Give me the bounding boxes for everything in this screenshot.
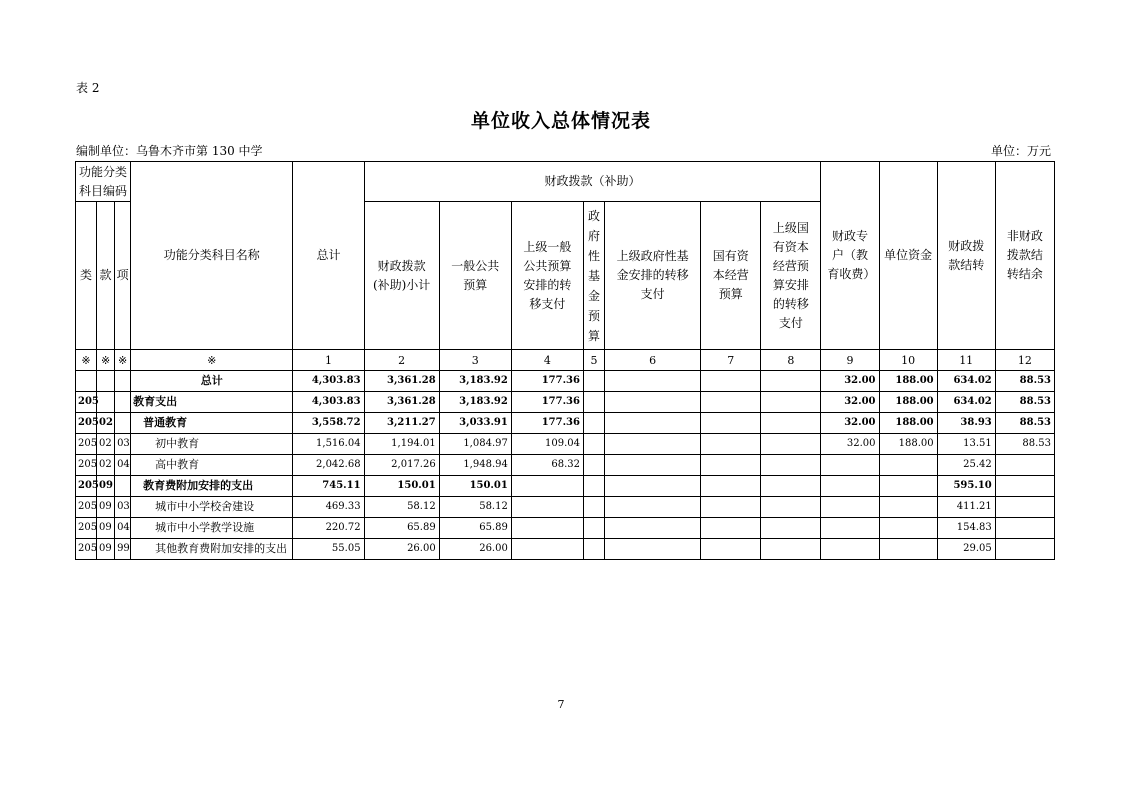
value-cell <box>701 539 761 560</box>
xiang-code-cell <box>115 392 131 413</box>
value-cell: 13.51 <box>937 434 995 455</box>
value-cell <box>701 455 761 476</box>
value-cell: 634.02 <box>937 371 995 392</box>
value-cell: 58.12 <box>439 497 511 518</box>
func-name-cell: 总计 <box>131 371 293 392</box>
value-cell <box>583 392 604 413</box>
value-cell <box>605 434 701 455</box>
value-cell: 25.42 <box>937 455 995 476</box>
value-cell <box>821 539 879 560</box>
value-cell: 65.89 <box>439 518 511 539</box>
index-cell: 12 <box>995 350 1054 371</box>
value-cell: 3,558.72 <box>293 413 364 434</box>
header-kuan: 款 <box>97 202 115 350</box>
lei-code-cell: 205 <box>76 413 97 434</box>
header-lei: 类 <box>76 202 97 350</box>
header-unit-funds: 单位资金 <box>879 162 937 350</box>
value-cell: 109.04 <box>511 434 583 455</box>
xiang-code-cell: 99 <box>115 539 131 560</box>
value-cell <box>701 476 761 497</box>
value-cell: 188.00 <box>879 413 937 434</box>
table-header <box>76 162 1055 371</box>
value-cell: 595.10 <box>937 476 995 497</box>
value-cell: 2,017.26 <box>364 455 439 476</box>
index-cell: 3 <box>439 350 511 371</box>
value-cell <box>995 539 1054 560</box>
func-name-cell: 其他教育费附加安排的支出 <box>131 539 293 560</box>
value-cell: 177.36 <box>511 371 583 392</box>
value-cell: 3,211.27 <box>364 413 439 434</box>
table-label: 表 2 <box>76 81 100 95</box>
value-cell <box>583 371 604 392</box>
value-cell <box>511 539 583 560</box>
value-cell: 745.11 <box>293 476 364 497</box>
value-cell <box>605 497 701 518</box>
header-fiscal-group: 财政拨款（补助） <box>364 162 821 202</box>
table-row <box>76 455 1055 476</box>
table-row <box>76 518 1055 539</box>
value-cell <box>701 518 761 539</box>
header-xiang: 项 <box>115 202 131 350</box>
value-cell <box>511 476 583 497</box>
table-row <box>76 371 1055 392</box>
value-cell: 3,033.91 <box>439 413 511 434</box>
value-cell: 3,361.28 <box>364 392 439 413</box>
value-cell <box>605 413 701 434</box>
value-cell <box>995 476 1054 497</box>
column-index-row <box>76 350 1055 371</box>
lei-code-cell: 205 <box>76 518 97 539</box>
index-cell: 11 <box>937 350 995 371</box>
page-number: 7 <box>557 698 565 711</box>
value-cell: 188.00 <box>879 434 937 455</box>
value-cell <box>701 497 761 518</box>
index-cell: 6 <box>605 350 701 371</box>
func-name-cell: 城市中小学校舍建设 <box>131 497 293 518</box>
value-cell: 1,516.04 <box>293 434 364 455</box>
value-cell: 29.05 <box>937 539 995 560</box>
table-row <box>76 392 1055 413</box>
value-cell <box>821 497 879 518</box>
table-row <box>76 434 1055 455</box>
value-cell: 32.00 <box>821 392 879 413</box>
value-cell <box>583 497 604 518</box>
xiang-code-cell: 04 <box>115 455 131 476</box>
kuan-code-cell: 02 <box>97 413 115 434</box>
kuan-code-cell: 09 <box>97 497 115 518</box>
value-cell <box>761 413 821 434</box>
kuan-code-cell <box>97 371 115 392</box>
lei-code-cell: 205 <box>76 392 97 413</box>
value-cell: 32.00 <box>821 371 879 392</box>
income-table <box>75 161 1055 560</box>
value-cell: 188.00 <box>879 371 937 392</box>
lei-code-cell <box>76 371 97 392</box>
lei-code-cell: 205 <box>76 497 97 518</box>
value-cell: 88.53 <box>995 392 1054 413</box>
index-cell: 2 <box>364 350 439 371</box>
index-cell: ※ <box>76 350 97 371</box>
func-name-cell: 普通教育 <box>131 413 293 434</box>
value-cell: 1,084.97 <box>439 434 511 455</box>
xiang-code-cell <box>115 476 131 497</box>
value-cell <box>583 476 604 497</box>
table-row <box>76 539 1055 560</box>
header-nonfiscal-carryover: 非财政拨款结转结余 <box>995 162 1054 350</box>
func-name-cell: 高中教育 <box>131 455 293 476</box>
index-cell: 9 <box>821 350 879 371</box>
value-cell <box>511 497 583 518</box>
func-name-cell: 初中教育 <box>131 434 293 455</box>
value-cell: 26.00 <box>364 539 439 560</box>
value-cell <box>583 539 604 560</box>
table-row <box>76 413 1055 434</box>
index-cell: ※ <box>115 350 131 371</box>
value-cell <box>761 476 821 497</box>
value-cell: 4,303.83 <box>293 371 364 392</box>
index-cell: ※ <box>131 350 293 371</box>
value-cell <box>761 539 821 560</box>
value-cell <box>761 497 821 518</box>
value-cell: 3,183.92 <box>439 392 511 413</box>
value-cell: 65.89 <box>364 518 439 539</box>
header-func-name: 功能分类科目名称 <box>131 162 293 350</box>
value-cell <box>879 539 937 560</box>
value-cell <box>761 455 821 476</box>
value-cell: 1,194.01 <box>364 434 439 455</box>
value-cell <box>701 371 761 392</box>
money-unit-label: 单位：万元 <box>990 144 1051 158</box>
xiang-code-cell <box>115 371 131 392</box>
value-cell <box>583 518 604 539</box>
index-cell: 7 <box>701 350 761 371</box>
value-cell <box>821 455 879 476</box>
header-state-capital-budget: 国有资本经营预算 <box>701 202 761 350</box>
value-cell: 177.36 <box>511 413 583 434</box>
value-cell: 154.83 <box>937 518 995 539</box>
value-cell <box>701 413 761 434</box>
value-cell <box>701 434 761 455</box>
xiang-code-cell: 03 <box>115 434 131 455</box>
value-cell <box>821 518 879 539</box>
index-cell: 1 <box>293 350 364 371</box>
value-cell <box>879 455 937 476</box>
value-cell: 26.00 <box>439 539 511 560</box>
lei-code-cell: 205 <box>76 434 97 455</box>
value-cell: 411.21 <box>937 497 995 518</box>
func-name-cell: 城市中小学教学设施 <box>131 518 293 539</box>
kuan-code-cell: 09 <box>97 518 115 539</box>
table-row <box>76 476 1055 497</box>
value-cell <box>821 476 879 497</box>
header-special-account: 财政专户（教育收费） <box>821 162 879 350</box>
value-cell: 220.72 <box>293 518 364 539</box>
value-cell: 55.05 <box>293 539 364 560</box>
value-cell <box>761 392 821 413</box>
page-title: 单位收入总体情况表 <box>470 110 651 132</box>
func-name-cell: 教育支出 <box>131 392 293 413</box>
value-cell: 88.53 <box>995 434 1054 455</box>
value-cell: 32.00 <box>821 434 879 455</box>
value-cell: 3,361.28 <box>364 371 439 392</box>
index-cell: 4 <box>511 350 583 371</box>
header-gov-fund-budget: 政府性基金预算 <box>583 202 604 350</box>
value-cell <box>605 371 701 392</box>
func-name-cell: 教育费附加安排的支出 <box>131 476 293 497</box>
value-cell <box>605 476 701 497</box>
table-row <box>76 497 1055 518</box>
value-cell: 88.53 <box>995 413 1054 434</box>
value-cell: 150.01 <box>364 476 439 497</box>
xiang-code-cell: 04 <box>115 518 131 539</box>
header-upper-gov-fund-transfer: 上级政府性基金安排的转移支付 <box>605 202 701 350</box>
value-cell <box>605 392 701 413</box>
kuan-code-cell: 09 <box>97 539 115 560</box>
value-cell <box>761 434 821 455</box>
value-cell: 32.00 <box>821 413 879 434</box>
kuan-code-cell: 02 <box>97 455 115 476</box>
value-cell <box>995 455 1054 476</box>
value-cell <box>583 455 604 476</box>
header-fiscal-carryover: 财政拨款结转 <box>937 162 995 350</box>
header-general-budget: 一般公共预算 <box>439 202 511 350</box>
value-cell: 469.33 <box>293 497 364 518</box>
value-cell <box>583 413 604 434</box>
xiang-code-cell: 03 <box>115 497 131 518</box>
value-cell: 4,303.83 <box>293 392 364 413</box>
value-cell: 1,948.94 <box>439 455 511 476</box>
lei-code-cell: 205 <box>76 539 97 560</box>
value-cell: 177.36 <box>511 392 583 413</box>
table-body <box>76 371 1055 560</box>
value-cell <box>605 539 701 560</box>
value-cell: 3,183.92 <box>439 371 511 392</box>
value-cell: 2,042.68 <box>293 455 364 476</box>
value-cell <box>605 518 701 539</box>
header-func-code-group: 功能分类科目编码 <box>76 162 131 202</box>
value-cell <box>761 518 821 539</box>
value-cell <box>511 518 583 539</box>
value-cell: 634.02 <box>937 392 995 413</box>
kuan-code-cell <box>97 392 115 413</box>
value-cell: 38.93 <box>937 413 995 434</box>
kuan-code-cell: 02 <box>97 434 115 455</box>
header-upper-general-transfer: 上级一般公共预算安排的转移支付 <box>511 202 583 350</box>
lei-code-cell: 205 <box>76 476 97 497</box>
value-cell <box>605 455 701 476</box>
value-cell <box>879 476 937 497</box>
header-fiscal-subtotal: 财政拨款(补助)小计 <box>364 202 439 350</box>
header-upper-state-capital-transfer: 上级国有资本经营预算安排的转移支付 <box>761 202 821 350</box>
org-unit-label: 编制单位：乌鲁木齐市第 130 中学 <box>76 144 263 158</box>
value-cell: 88.53 <box>995 371 1054 392</box>
value-cell <box>583 434 604 455</box>
value-cell <box>879 497 937 518</box>
value-cell: 58.12 <box>364 497 439 518</box>
xiang-code-cell <box>115 413 131 434</box>
value-cell <box>761 371 821 392</box>
index-cell: 8 <box>761 350 821 371</box>
index-cell: ※ <box>97 350 115 371</box>
value-cell: 188.00 <box>879 392 937 413</box>
index-cell: 10 <box>879 350 937 371</box>
index-cell: 5 <box>583 350 604 371</box>
value-cell <box>701 392 761 413</box>
value-cell <box>995 497 1054 518</box>
kuan-code-cell: 09 <box>97 476 115 497</box>
value-cell: 68.32 <box>511 455 583 476</box>
lei-code-cell: 205 <box>76 455 97 476</box>
value-cell: 150.01 <box>439 476 511 497</box>
value-cell <box>879 518 937 539</box>
value-cell <box>995 518 1054 539</box>
header-total: 总计 <box>293 162 364 350</box>
